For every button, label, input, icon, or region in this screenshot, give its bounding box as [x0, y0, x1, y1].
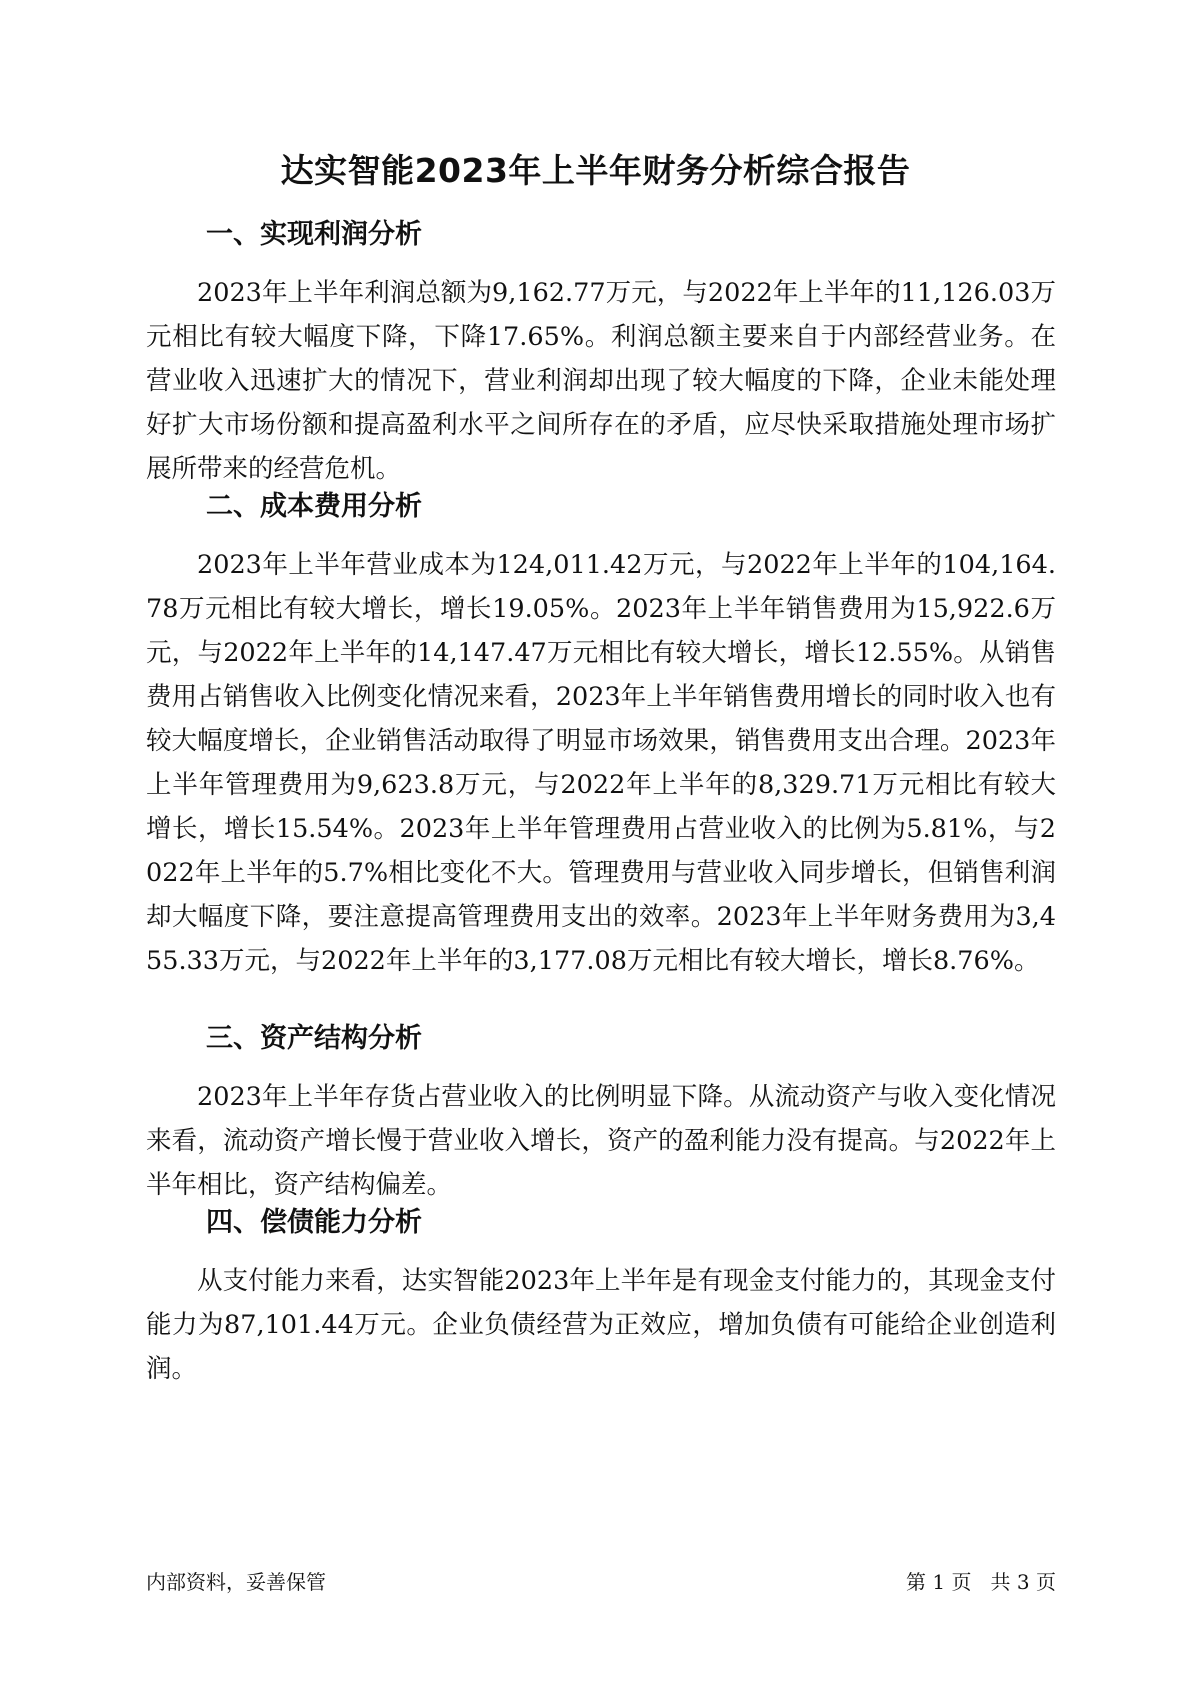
section-paragraph: 2023年上半年营业成本为124,011.42万元，与2022年上半年的104,164.78万元相比有较大增长，增长19.05%。2023年上半年销售费用为15,922.6万元，与2022年上半年的14,147.47万元相比有较大增长，增长12.55%。从销售费用占销售收入比例变化情况来看，2023年上半年销售费用增长的同时收入也有较大幅度增长，企业销售活动取得了明显市场效果，销售费用支出合理。2023年上半年管理费用为9,623.8万元，与2022年上半年的8,329.71万元相比有较大增长，增长15.54%。2023年上半年管理费用占营业收入的比例为5.81%，与2022年上半年的5.7%相比变化不大。管理费用与营业收入同步增长，但销售利润却大幅度下降，要注意提高管理费用支出的效率。2023年上半年财务费用为3,455.33万元，与2022年上半年的3,177.08万元相比有较大增长，增长8.76%。 — [146, 550, 1056, 976]
section-asset-structure-analysis — [146, 1019, 1056, 1207]
section-heading: 三、资产结构分析 — [206, 1023, 422, 1054]
section-paragraph: 2023年上半年利润总额为9,162.77万元，与2022年上半年的11,126.03万元相比有较大幅度下降，下降17.65%。利润总额主要来自于内部经营业务。在营业收入迅速扩大的情况下，营业利润却出现了较大幅度的下降，企业未能处理好扩大市场份额和提高盈利水平之间所存在的矛盾，应尽快采取措施处理市场扩展所带来的经营危机。 — [146, 278, 1056, 484]
section-heading: 二、成本费用分析 — [206, 491, 422, 522]
section-cost-analysis — [146, 487, 1056, 983]
section-profit-analysis — [146, 215, 1056, 491]
document-title: 达实智能2023年上半年财务分析综合报告 — [280, 151, 911, 190]
section-paragraph: 从支付能力来看，达实智能2023年上半年是有现金支付能力的，其现金支付能力为87,101.44万元。企业负债经营为正效应，增加负债有可能给企业创造利润。 — [146, 1266, 1056, 1384]
page-footer — [146, 1566, 1056, 1598]
page-number: 第 1 页 共 3 页 — [906, 1570, 1056, 1594]
section-solvency-analysis — [146, 1203, 1056, 1391]
section-paragraph: 2023年上半年存货占营业收入的比例明显下降。从流动资产与收入变化情况来看，流动资产增长慢于营业收入增长，资产的盈利能力没有提高。与2022年上半年相比，资产结构偏差。 — [146, 1082, 1056, 1200]
section-heading: 一、实现利润分析 — [206, 219, 422, 250]
confidentiality-note: 内部资料，妥善保管 — [146, 1570, 326, 1594]
section-heading: 四、偿债能力分析 — [206, 1207, 422, 1238]
